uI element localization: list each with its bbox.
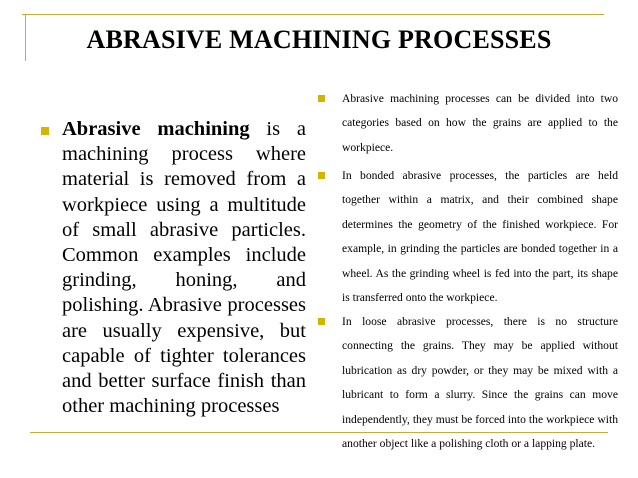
right-bullet-1-text: Abrasive machining processes can be divided into two categories based on how the grains are applied to the workpiece.: [342, 92, 618, 154]
slide-title: ABRASIVE MACHINING PROCESSES: [86, 25, 552, 54]
left-paragraph-body: is a machining process where material is removed from a workpiece using a multitude of small abrasive particles. Common examples include grinding, honing, and polishing. Abrasive processes are usually expensive, but capable of tighter tolerances and better surface finish than other machining processes: [62, 118, 306, 418]
left-bullet-icon: [41, 127, 49, 135]
top-divider: [22, 14, 604, 15]
right-bullet-1-icon: [318, 95, 325, 102]
right-bullet-3-icon: [318, 318, 325, 325]
key-term: Abrasive machining: [62, 118, 250, 140]
bottom-divider: [30, 432, 608, 433]
left-paragraph: [62, 117, 306, 419]
right-bullet-2-icon: [318, 172, 325, 179]
right-bullet-3-text: In loose abrasive processes, there is no structure connecting the grains. They may be applied without lubrication as dry powder, or they may be mixed with a lubricant to form a slurry. Since the grains can move independently, they must be forced into the workpiece with another object like a polishing cloth or a lapping plate.: [342, 315, 618, 451]
right-bullet-2-text: In bonded abrasive processes, the particles are held together within a matrix, and their combined shape determines the geometry of the finished workpiece. For example, in grinding the particles are bonded together in a wheel. As the grinding wheel is fed into the part, its shape is transferred onto the workpiece.: [342, 169, 618, 305]
